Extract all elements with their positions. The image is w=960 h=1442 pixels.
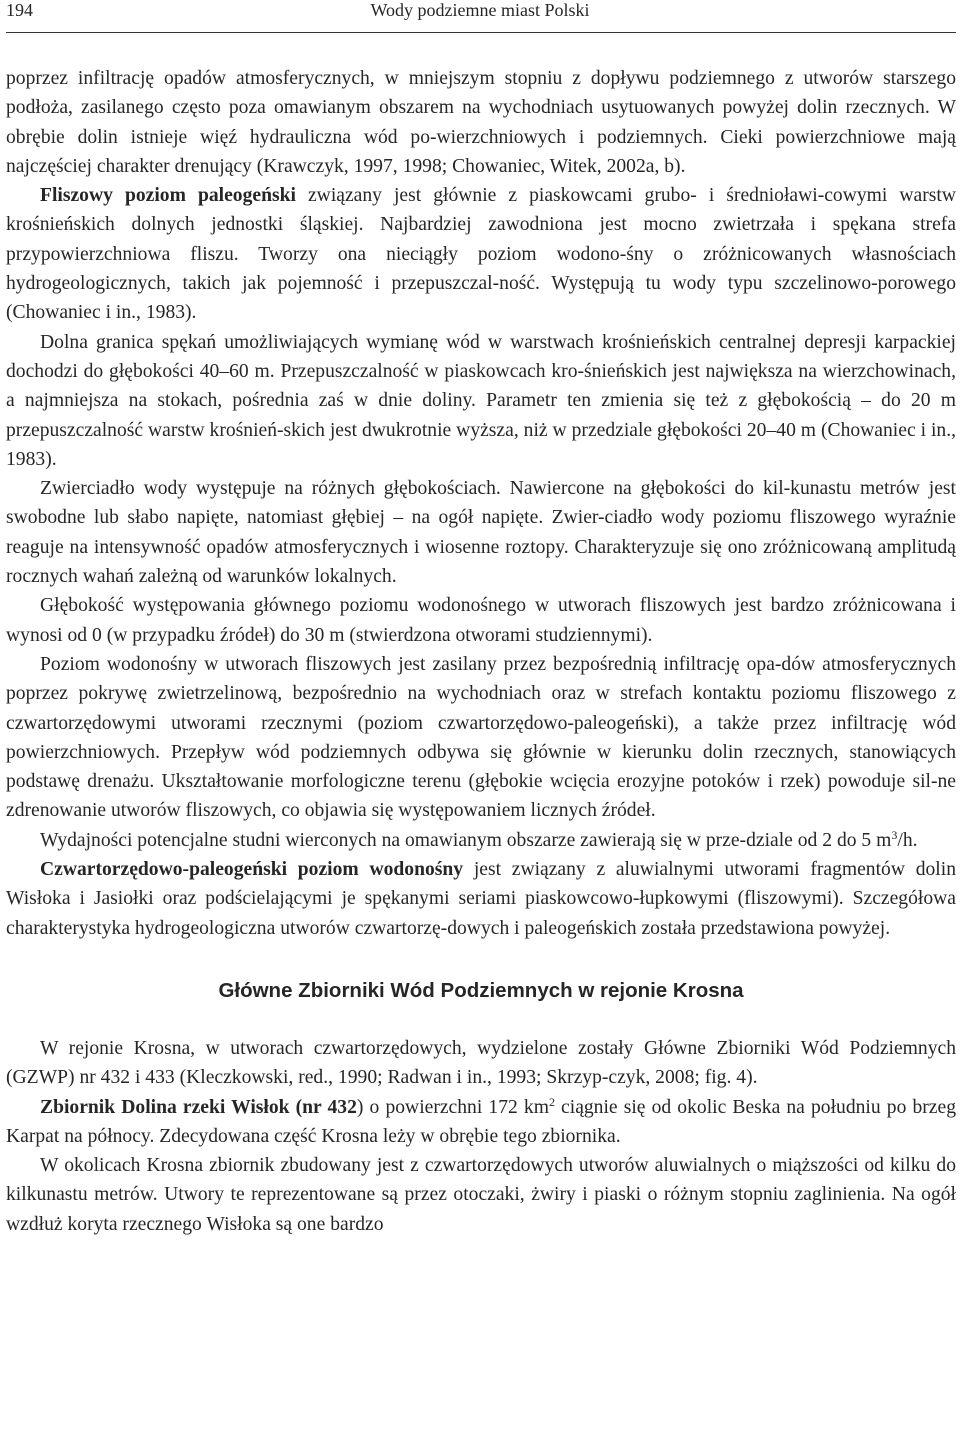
paragraph-10 [6,1093,956,1152]
paragraph-10-text-a: ) o powierzchni 172 km [356,1096,549,1118]
paragraph-10-bold-term: Zbiornik Dolina rzeki Wisłok (nr 432 [40,1096,357,1118]
paragraph-8-bold-term: Czwartorzędowo-paleogeński poziom wodonośny [40,859,464,881]
superscript-3: 3 [891,827,898,842]
paragraph-7-text: Wydajności potencjalne studni wierconych na omawianym obszarze zawierają się w prze-dziale od 2 do 5 m [40,829,892,851]
running-title: Wody podziemne miast Polski [370,0,590,20]
paragraph-5: Głębokość występowania głównego poziomu wodonośnego w utworach fliszowych jest bardzo zróżnicowana i wynosi od 0 (w przypadku źródeł) do 30 m (stwierdzona otworami studziennymi). [6,595,956,646]
paragraph-10-text-b: ciągnie się od okolic Beska na południu po brzeg Karpat na północy. Zdecydowana część Krosna leży w obrębie tego zbiornika. [6,1096,956,1147]
paragraph-3: Dolna granica spękań umożliwiających wymianę wód w warstwach krośnieńskich centralnej depresji karpackiej dochodzi do głębokości 40–60 m. Przepuszczalność w piaskowcach kro-śnieńskich jest największa na wierzchowinach, a najmniejsza na stokach, pośrednia zaś w dnie doliny. Parametr ten zmienia się też z głębokością – do 20 m przepuszczalność warstw krośnień-skich jest dwukrotnie wyższa, niż w przedziale głębokości 20–40 m (Chowaniec i in., 1983). [6,331,956,470]
paragraph-1: poprzez infiltrację opadów atmosferycznych, w mniejszym stopniu z dopływu podziemnego z utworów starszego podłoża, zasilanego często poza omawianym obszarem na wychodniach usytuowanych powyżej dolin rzecznych. W obrębie dolin istnieje więź hydrauliczna wód po-wierzchniowych i podziemnych. Cieki powierzchniowe mają najczęściej charakter drenujący (Krawczyk, 1997, 1998; Chowaniec, Witek, 2002a, b). [6,68,956,177]
section-heading: Główne Zbiorniki Wód Podziemnych w rejonie Krosna [218,978,744,1002]
paragraph-7 [6,826,956,855]
superscript-2: 2 [548,1094,555,1109]
paragraph-2 [6,181,956,327]
paragraph-9: W rejonie Krosna, w utworach czwartorzędowych, wydzielone zostały Główne Zbiorniki Wód Podziemnych (GZWP) nr 432 i 433 (Kleczkowski, red., 1990; Radwan i in., 1993; Skrzyp-czyk, 2008; fig. 4). [6,1037,956,1089]
paragraph-7-end: /h. [897,829,918,851]
paragraph-8-text: jest związany z aluwialnymi utworami fragmentów dolin Wisłoka i Jasiołki oraz podścielającymi je spękanymi seriami piaskowcowo-łupkowymi (fliszowymi). Szczegółowa charakterystyka hydrogeologiczna utworów czwartorzę-dowych i paleogeńskich została przedstawiona powyżej. [6,859,956,939]
page-number: 194 [6,0,33,20]
paragraph-4: Zwierciadło wody występuje na różnych głębokościach. Nawiercone na głębokości do kil-kunastu metrów jest swobodne lub słabo napięte, natomiast głębiej – na ogół napięte. Zwier-ciadło wody poziomu fliszowego wyraźnie reaguje na intensywność opadów atmosferycznych i wiosenne roztopy. Charakteryzuje się ono zróżnicowaną amplitudą rocznych wahań zależną od warunków lokalnych. [6,478,956,588]
header-rule [6,32,956,33]
paragraph-6: Poziom wodonośny w utworach fliszowych jest zasilany przez bezpośrednią infiltrację opa-dów atmosferycznych poprzez pokrywę zwietrzelinową, bezpośrednio na wychodniach oraz w strefach kontaktu poziomu fliszowego z czwartorzędowymi utworami rzecznymi (poziom czwartorzędowo-paleogeński), a także przez infiltrację wód powierzchniowych. Przepływ wód podziemnych odbywa się głównie w kierunku dolin rzecznych, stanowiących podstawę drenażu. Ukształtowanie morfologiczne terenu (głębokie wcięcia erozyjne potoków i rzek) powoduje sil-ne zdrenowanie utworów fliszowych, co objawia się występowaniem licznych źródeł. [6,653,956,822]
paragraph-8 [6,855,956,943]
paragraph-2-text: związany jest głównie z piaskowcami grubo- i średnioławi-cowymi warstw krośnieńskich dolnych jednostki śląskiej. Najbardziej zawodniona jest mocno zwietrzała i spękana strefa przypowierzchniowa fliszu. Tworzy ona nieciągły poziom wodono-śny o zróżnicowanych własnościach hydrogeologicznych, takich jak pojemność i przepuszczal-ność. Występują tu wody typu szczelinowo-porowego (Chowaniec i in., 1983). [6,185,956,324]
paragraph-2-bold-term: Fliszowy poziom paleogeński [40,185,296,207]
page-body [6,64,956,1239]
paragraph-11: W okolicach Krosna zbiornik zbudowany jest z czwartorzędowych utworów aluwialnych o miąższości od kilku do kilkunastu metrów. Utwory te reprezentowane są przez otoczaki, żwiry i piaski o różnym stopniu zaglinienia. Na ogół wzdłuż koryta rzecznego Wisłoka są one bardzo [6,1155,956,1235]
page-header [0,0,960,30]
